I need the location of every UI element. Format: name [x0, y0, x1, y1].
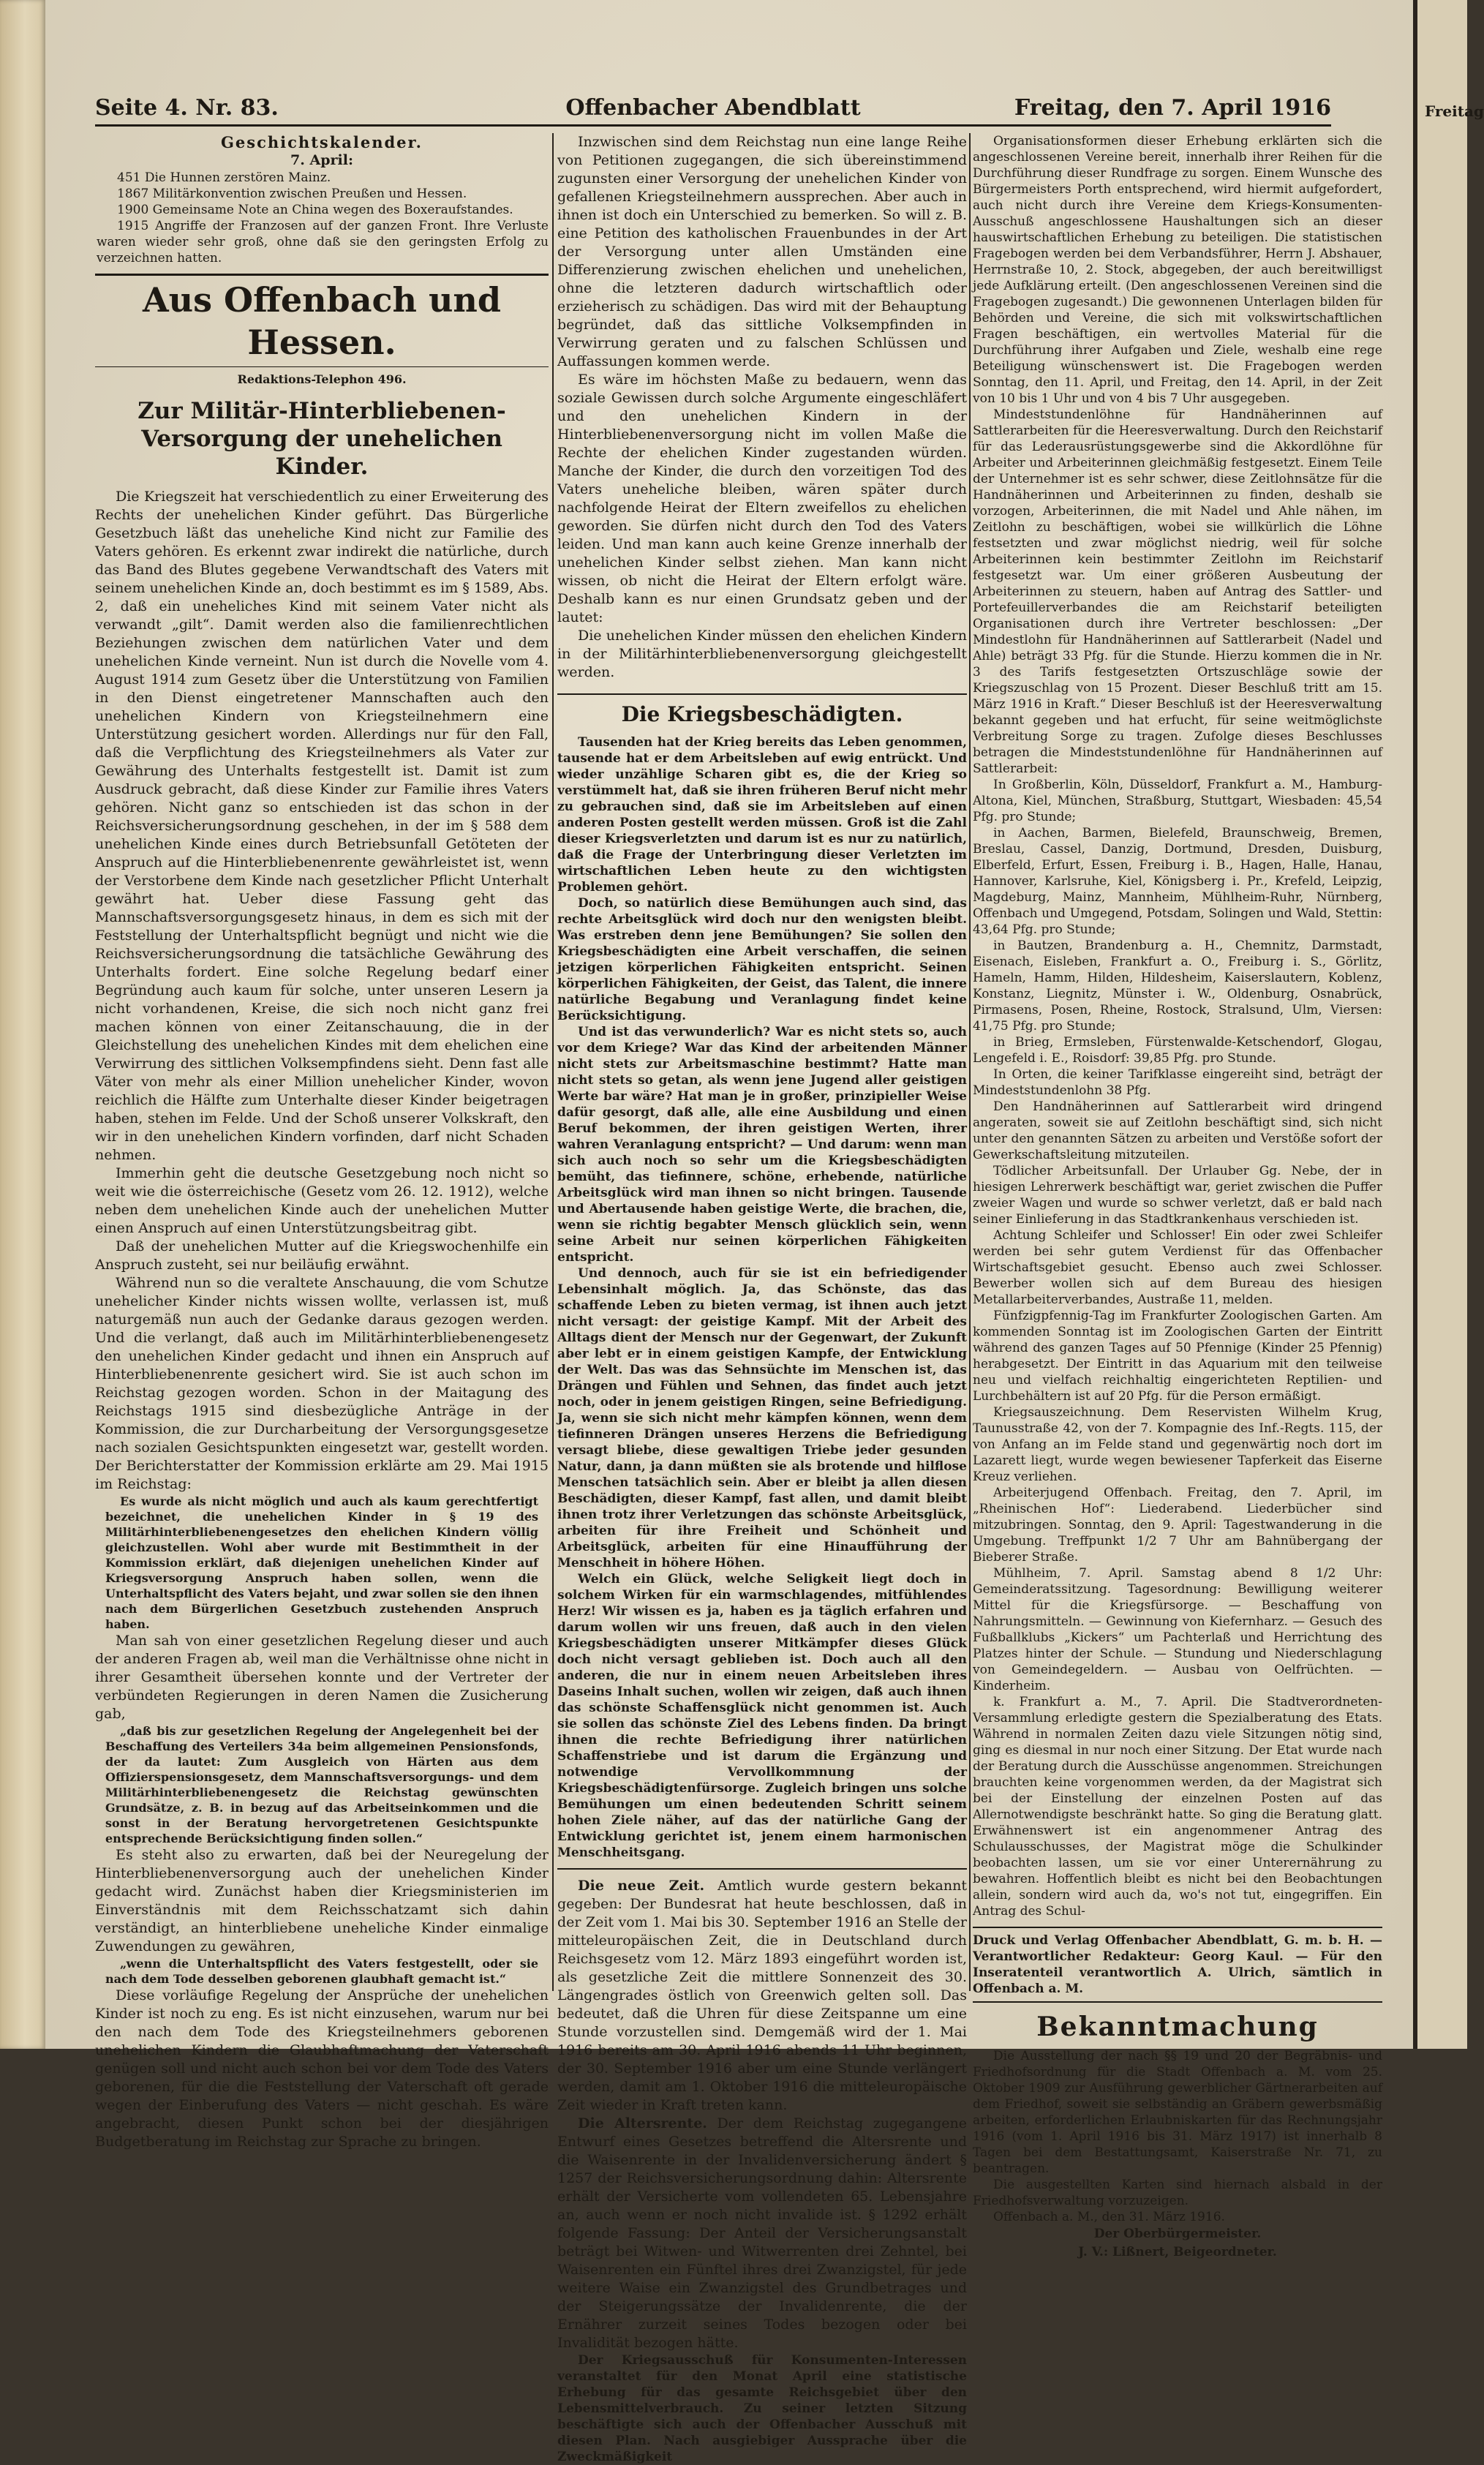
article-paragraph: Es wäre im höchsten Maße zu bedauern, wenn das soziale Gewissen durch solche Argumente eingeschläfert und den unehelichen Kindern in der Hinterbliebenenversorgung nicht im vollen Maße die Rechte der ehelichen Kinder zugestanden würden. Manche der Kinder, die durch den vorzeitigen Tod des Vaters uneheliche bleiben, wären später durch nachfolgende Heirat der Eltern zweifellos zu ehelichen geworden. Sie dürfen nicht durch den Tod des Vaters leiden. Und man kann auch keine Grenze innerhalb der unehelichen Kinder selbst ziehen. Man kann nicht wissen, ob nicht die Heirat der Eltern erfolgt wäre. Deshalb kann es nur einen Grundsatz geben und der lautet:	[557, 372, 967, 625]
calendar-entry: 1900 Gemeinsame Note an China wegen des Boxeraufstandes.	[117, 203, 513, 217]
news-item: Mindeststundenlöhne für Handnäherinnen auf Sattlerarbeiten für die Heeresverwaltung. Durch den Reichstarif für das Lederausrüstungsgewerbe sind die Akkordlöhne für Arbeiter und Arbeiterinnen gleichmäßig festgesetzt. Einem Teile der Unternehmer ist es sehr schwer, diese Zeitlohnsätze für die Handnäherinnen und Arbeiterinnen zu finden, deshalb sie vorzogen, Arbeiterinnen, die mit Nadel und Ahle nähen, im Zeitlohn zu beschäftigen, wobei sie willkürlich die Löhne festsetzten und zwar möglichst niedrig, weil für solche Arbeiterinnen kein bestimmter Zeitlohn im Reichstarif festgesetzt war. Um einer größeren Ausbeutung der Arbeiterinnen zu steuern, haben auf Antrag des Sattler- und Portefeuillerverbandes die am Reichstarif beteiligten Organisationen durch ihre Vertreter beschlossen: „Der Mindestlohn für Handnäherinnen auf Sattlerarbeit (Nadel und Ahle) beträgt 33 Pfg. für die Stunde. Hierzu kommen die in Nr. 3 des Tarifs festgesetzten Ortszuschläge sowie der Kriegszuschlag von 15 Prozent. Dieser Beschluß tritt am 15. März 1916 in Kraft.“ Dieser Beschluß ist der Heeresverwaltung bekannt gegeben und hat erfucht, für seine weitmöglichste Verbreitung Sorge zu tragen. Zufolge dieses Beschlusses betragen die Mindeststundenlöhne für Handnäherinnen auf Sattlerarbeit:	[973, 407, 1382, 776]
news-item: in Brieg, Ermsleben, Fürstenwalde-Ketschendorf, Glogau, Lengefeld i. E., Roisdorf: 39,85 Pfg. pro Stunde.	[973, 1035, 1382, 1066]
announcement-place-date: Offenbach a. M., den 31. März 1916.	[993, 2210, 1225, 2224]
article-paragraph: Diese vorläufige Regelung der Ansprüche der unehelichen Kinder ist noch zu eng. Es ist nicht einzusehen, warum nur bei den nach dem Tode des Kriegsteilnehmers geborenen unehelichen Kindern die Glaubhaftmachung der Vaterschaft genügen soll und nicht auch schon bei vor dem Tode des Vaters geborenen, für die die Feststellung der Vaterschaft oft gerade wegen der Einberufung des Vaters — nicht geschah. Es wäre angebracht, diesen Punkt schon bei der diesjährigen Budgetberatung im Reichstag zur Sprache zu bringen.	[95, 1987, 549, 2150]
article-paragraph: Doch, so natürlich diese Bemühungen auch sind, das rechte Arbeitsglück wird doch nur den wenigsten bleibt. Was erstreben denn jene Bemühungen? Sie sollen den Kriegsbeschädigten eine Arbeit verschaffen, die seinen jetzigen körperlichen Fähigkeiten entspricht. Seinen körperlichen Fähigkeiten, der Geist, das Talent, die innere natürliche Begabung und Veranlagung findet keine Berücksichtigung.	[557, 896, 967, 1023]
calendar-entry: 1915 Angriffe der Franzosen auf der ganzen Front. Ihre Verluste waren wieder sehr groß, ohne daß sie den geringsten Erfolg zu verzeichnen hatten.	[97, 219, 549, 266]
divider	[557, 1868, 967, 1870]
adjacent-page-edge	[1413, 0, 1484, 2049]
news-item: in Aachen, Barmen, Bielefeld, Braunschweig, Bremen, Breslau, Cassel, Danzig, Dortmund, Dresden, Duisburg, Elberfeld, Erfurt, Essen, Freiburg i. B., Hagen, Halle, Hanau, Hannover, Karlsruhe, Kiel, Königsberg i. Pr., Krefeld, Leipzig, Magdeburg, Mainz, Mannheim, Mühlheim-Ruhr, Nürnberg, Offenbach und Umgegend, Potsdam, Solingen und Wald, Stettin: 43,64 Pfg. pro Stunde;	[973, 826, 1382, 937]
article-paragraph: Und dennoch, auch für sie ist ein befriedigender Lebensinhalt möglich. Ja, das Schönste, das das schaffende Leben zu bieten vermag, ist ihnen auch jetzt nicht versagt: der geistige Kampf. Mit der Arbeit des Alltags dient der Mensch nur der Gegenwart, der Zukunft aber lebt er in einem geistigen Kampfe, der Entwicklung der Welt. Das was das Sehnsüchte im Menschen ist, das Drängen und Fühlen und Sehnen, das findet auch jetzt noch, oder in jenem geistigen Ringen, seine Befriedigung. Ja, wenn sie sich nicht mehr kämpfen können, wenn dem tiefinneren Drängen unseres Herzens die Befriedigung versagt bliebe, diese gewaltigen Triebe jeder gesunden Natur, dann, ja dann müßten sie als brotende und hilflose Menschen tatsächlich sein. Aber er bleibt ja allen diesen Beschädigten, dieser Kampf, fast allen, und damit bleibt ihnen trotz ihrer Verletzungen das schönste Arbeitsglück, arbeiten für ihre Freiheit und Schönheit und Arbeitsglück, arbeiten für eine Hinaufführung der Menschheit in höhere Höhen.	[557, 1266, 967, 1570]
news-item: Arbeiterjugend Offenbach. Freitag, den 7. April, im „Rheinischen Hof“: Liederabend. Liederbücher sind mitzubringen. Sonntag, den 9. April: Tagestwanderung in die Umgebung. Treffpunkt 1/2 7 Uhr am Bahnübergang der Bieberer Straße.	[973, 1486, 1382, 1565]
section-title: Aus Offenbach und Hessen.	[95, 274, 549, 367]
calendar-date: 7. April:	[290, 152, 353, 168]
news-item: in Bautzen, Brandenburg a. H., Chemnitz, Darmstadt, Eisenach, Eisleben, Frankfurt a. O., Freiburg i. S., Görlitz, Hameln, Hamm, Hilden, Hildesheim, Kaiserslautern, Koblenz, Konstanz, Liegnitz, Münster i. W., Oldenburg, Osnabrück, Pirmasens, Posen, Rheine, Rostock, Stralsund, Ulm, Viersen: 41,75 Pfg. pro Stunde;	[973, 938, 1382, 1034]
announcement-office: Der Oberbürgermeister.	[1093, 2227, 1262, 2241]
announcement-text: Die Ausstellung der nach §§ 19 und 20 der Begräbnis- und Friedhofsordnung für die Stadt Offenbach a. M. vom 25. Oktober 1909 zur Ausführung gewerblicher Gärtnerarbeiten auf dem Friedhof, soweit sie selbständig an Gräbern gewerbsmäßig arbeiten, erforderlichen Erlaubniskarten für das Rechnungsjahr 1916 (vom 1. April 1916 bis 31. März 1917) ist innerhalb 8 Tagen bei dem Bestattungsamt, Kaiserstraße Nr. 71, zu beantragen.	[973, 2049, 1382, 2176]
article-quote: Es wurde als nicht möglich und auch als kaum gerechtfertigt bezeichnet, die unehelichen Kinder in § 19 des Militärhinterbliebenengesetzes den ehelichen Kindern völlig gleichzustellen. Wohl aber wurde mit Bestimmtheit in der Kommission erklärt, daß diejenigen unehelichen Kinder auf Kriegsversorgung Anspruch haben sollen, wenn die Unterhaltspflicht des Vaters bejaht, und zwar sollen sie den ihnen nach dem Bürgerlichen Gesetzbuch zustehenden Anspruch haben.	[105, 1494, 538, 1631]
column-3	[973, 133, 1382, 2259]
page-number: Seite 4. Nr. 83.	[95, 95, 279, 121]
news-item: Fünfzigpfennig-Tag im Frankfurter Zoologischen Garten. Am kommenden Sonntag ist im Zoologischen Garten der Eintritt während des ganzen Tages auf 50 Pfennige (Kinder 25 Pfennig) herabgesetzt. Der Eintritt in das Aquarium mit den teilweise neu und vielfach reichhaltig eingerichteten Reptilien- und Lurchbehältern ist auf 20 Pfg. für die Person ermäßigt.	[973, 1309, 1382, 1404]
news-item: Tödlicher Arbeitsunfall. Der Urlauber Gg. Nebe, der in hiesigen Lehrerwerk beschäftigt war, geriet zwischen die Puffer zweier Wagen und wurde so schwer verletzt, daß er bald nach seiner Einlieferung in das Stadtkrankenhaus verschieden ist.	[973, 1164, 1382, 1227]
book-binding	[0, 0, 45, 2049]
calendar-heading: Geschichtskalender.	[221, 133, 423, 151]
article-paragraph: Daß der unehelichen Mutter auf die Kriegswochenhilfe ein Anspruch zusteht, sei nur beiläufig erwähnt.	[95, 1238, 549, 1273]
news-item: Den Handnäherinnen auf Sattlerarbeit wird dringend angeraten, soweit sie auf Zeitlohn beschäftigt sind, sich nicht unter den genannten Sätzen zu arbeiten und Verstöße sofort der Gewerkschaftsleitung mitzuteilen.	[973, 1099, 1382, 1162]
column-2	[557, 133, 967, 2464]
news-item: Mühlheim, 7. April. Samstag abend 8 1/2 Uhr: Gemeinderatssitzung. Tagesordnung: Bewilligung weiterer Mittel für die Kriegsfürsorge. — Beschaffung von Nahrungsmitteln. — Gewinnung von Kiefernharz. — Gesuch des Fußballklubs „Kickers“ um Pachterlaß und Herrichtung des Platzes hinter der Schule. — Stundung und Niederschlagung von Gemeindegeldern. — Ausbau von Oelfrüchten. — Kinderheim.	[973, 1566, 1382, 1693]
article-paragraph: Man sah von einer gesetzlichen Regelung dieser und auch der anderen Fragen ab, weil man die Verhältnisse ohne nicht in ihrer Gesamtheit übersehen konnte und der Vertreter der verbündeten Regierungen in deren Namen die Zusicherung gab,	[95, 1633, 549, 1722]
article-paragraph: Immerhin geht die deutsche Gesetzgebung noch nicht so weit wie die österreichische (Gesetz vom 26. 12. 1912), welche neben dem unehelichen Kinde auch der unehelichen Mutter einen Anspruch auf einen Unterstützungsbeitrag gibt.	[95, 1165, 549, 1236]
article-paragraph: Und ist das verwunderlich? War es nicht stets so, auch vor dem Kriege? War das Kind der arbeitenden Männer nicht stets zur Arbeitsmaschine bestimmt? Hatte man nicht stets so getan, als wenn jene Jugend aller geistigen Werte bar wäre? Hat man je in großer, prinzipieller Weise dafür gesorgt, daß alle, alle eine Ausbildung und einen Beruf bekommen, der ihren geistigen Werten, ihrer wahren Veranlagung entspricht? — Und darum: wenn man sich auch noch so sehr um die Kriegsbeschädigten bemüht, das tiefinnere, schöne, erhebende, natürliche Arbeitsglück wird man ihnen so nicht bringen. Tausende und Abertausende haben geistige Werte, die brachen, die, wenn sie richtig begabter Mensch glücklich sein, wenn seine Arbeit nur seinen körperlichen Fähigkeiten entspricht.	[557, 1025, 967, 1265]
article-quote: „wenn die Unterhaltspflicht des Vaters festgestellt, oder sie nach dem Tode desselben geborenen glaubhaft gemacht ist.“	[105, 1957, 538, 1986]
issue-date: Freitag, den 7. April 1916	[1014, 95, 1331, 121]
article-paragraph: Welch ein Glück, welche Seligkeit liegt doch in solchem Wirken für ein warmschlagendes, mitfühlendes Herz! Wir wissen es ja, haben es ja täglich erfahren und darum wollen wir uns freuen, daß auch in den vielen Kriegsbeschädigten unserer Mitkämpfer dieses Glück doch nicht versagt geblieben ist. Doch auch all den anderen, die nur in einem neuen Arbeitsleben ihres Daseins Inhalt suchen, wollen wir zeigen, daß auch ihnen das schönste Schaffensglück nicht genommen ist. Auch sie sollen das schönste Ziel des Lebens finden. Da bringt ihnen die rechte Befriedigung ihrer natürlichen Schaffenstriebe und ist darum die Ergänzung und notwendige Vervollkommnung der Kriegsbeschädigtenfürsorge. Zugleich bringen uns solche Bemühungen um einen bedeutenden Schritt seinem hohen Ziele näher, auf das der natürliche Gang der Entwicklung gerichtet ist, jenem einem harmonischen Menschheitsgang.	[557, 1572, 967, 1860]
article-paragraph: Inzwischen sind dem Reichstag nun eine lange Reihe von Petitionen zugegangen, die sich übereinstimmend zugunsten einer Versorgung der unehelichen Kinder von gefallenen Kriegsteilnehmern aussprechen. Aber auch in ihnen ist doch ein Unterschied zu bemerken. So will z. B. eine Petition des katholischen Frauenbundes in der Art der Versorgung unter allen Umständen eine Differenzierung zwischen ehelichen und unehelichen, ohne die letzteren dadurch wirtschaftlich oder erzieherisch zu schädigen. Das wird mit der Behauptung begründet, daß das sittliche Volksempfinden in Verwirrung geraten und zu falschen Schlüssen und Auffassungen kommen werde.	[557, 134, 967, 369]
imprint: Druck und Verlag Offenbacher Abendblatt, G. m. b. H. — Verantwortlicher Redakteur: Georg Kaul. — Für den Inseratenteil verantwortlich A. Ulrich, sämtlich in Offenbach a. M.	[973, 1927, 1382, 2003]
article-quote: „daß bis zur gesetzlichen Regelung der Angelegenheit bei der Beschaffung des Verteilers 34a beim allgemeinen Pensionsfonds, der da lautet: Zum Ausgleich von Härten aus dem Offizierspensionsgesetz, dem Mannschaftsversorgungs- und dem Militärhinterbliebenengesetz die Reichstag gewünschten Grundsätze, z. B. in bezug auf das Arbeitseinkommen und die sonst in der Beratung hervorgetretenen Gesichtspunkte entsprechende Berücksichtigung finden sollen.“	[105, 1724, 538, 1845]
column-rule	[552, 133, 554, 1991]
news-item: Organisationsformen dieser Erhebung erklärten sich die angeschlossenen Vereine bereit, innerhalb ihrer Reihen für die Durchführung dieser Rundfrage zu sorgen. Einem Wunsche des Bürgermeisters Porth entsprechend, wird hiermit aufgefordert, auch nicht durch ihre Vereine dem Kriegs-Konsumenten-Ausschuß angeschlossene Haushaltungen sich an dieser hauswirtschaftlichen Erhebung zu beteiligen. Die statistischen Fragebogen werden bei dem Verbandsführer, Herrn J. Abshauer, Herrnstraße 10, 2. Stock, abgegeben, der auch bereitwilligst jede Aufklärung erteilt. (Den angeschlossenen Vereinen sind die Fragebogen zugesandt.) Die gewonnenen Unterlagen bilden für Behörden und Vereine, die sich mit volkswirtschaftlichen Fragen beschäftigen, ein wertvolles Material für die Durchführung ihrer Aufgaben und Ziele, weshalb eine rege Beteiligung wünschenswert ist. Die Fragebogen werden Sonntag, den 11. April, und Freitag, den 14. April, in der Zeit von 10 bis 1 Uhr und von 4 bis 7 Uhr ausgegeben.	[973, 134, 1382, 406]
masthead	[95, 95, 1331, 127]
history-calendar	[95, 133, 549, 266]
article-title: Die Kriegsbeschädigten.	[557, 693, 967, 727]
article-paragraph: Die Kriegszeit hat verschiedentlich zu einer Erweiterung des Rechts der unehelichen Kinder geführt. Das Bürgerliche Gesetzbuch läßt das uneheliche Kind nicht zur Familie des Vaters gehören. Es erkennt zwar indirekt die natürliche, durch das Band des Blutes gegebene Verwandtschaft des Vaters mit seinem unehelichen Kinde an, doch bestimmt es im § 1589, Abs. 2, daß ein uneheliches Kind mit seinem Vater nicht als verwandt „gilt“. Damit werden also die familienrechtlichen Beziehungen zwischen dem natürlichen Vater und dem unehelichen Kinde verneint. Nun ist durch die Novelle vom 4. August 1914 zum Gesetz über die Unterstützung von Familien in den Dienst eingetretener Mannschaften auch den unehelichen Kindern von Kriegsteilnehmern eine Unterstützung gesichert worden. Allerdings nur für den Fall, daß die Verpflichtung des Kriegsteilnehmers als Vater zur Gewährung des Unterhalts festgestellt ist. Damit ist zum Ausdruck gebracht, daß diese Kinder zur Familie ihres Vaters gehören. Nicht ganz so entschieden ist das schon in der Reichsversicherungsordnung geschehen, in der im § 588 dem unehelichen Kinde eines durch Betriebsunfall Getöteten der Anspruch auf die Hinterbliebenenrente gewährleistet ist, wenn der Verstorbene dem Kinde nach gesetzlicher Pflicht Unterhalt gewährt hat. Ueber diese Fassung geht das Mannschaftsversorgungsgesetz hinaus, in dem es sich mit der Feststellung der Unterhaltspflicht begnügt und nicht wie die Reichsversicherungsordnung die tatsächliche Gewährung des Unterhalts fordert. Eine solche Regelung bedarf einer Begründung auch kaum für solche, unter unseren Lesern ja nicht vorhandenen, Kreise, die sich noch nicht ganz frei machen können von einer Zeitanschauung, die in der Gleichstellung des unehelichen Kindes mit dem ehelichen eine Verwirrung des sittlichen Volksempfindens sieht. Denn fast alle Väter von mehr als einer Million unehelicher Kinder, wovon reichlich die Hälfte zum Unterhalte dieser Kinder beigetragen haben, stehen im Felde. Und der Schoß unserer Volkskraft, den wir in den unehelichen Kindern vorfinden, darf nicht Schaden nehmen.	[95, 489, 549, 1163]
section-subline: Redaktions-Telephon 496.	[237, 372, 407, 386]
newspaper-title: Offenbacher Abendblatt	[565, 95, 861, 121]
adjacent-page-fragment: Freitag	[1425, 102, 1484, 120]
news-item-text: Amtlich wurde gestern bekannt gegeben: Der Bundesrat hat heute beschlossen, daß in der Zeit vom 1. Mai bis 30. September 1916 an Stelle der mitteleuropäischen Zeit, die in Deutschland durch Reichsgesetz vom 12. März 1893 eingeführt worden ist, als gesetzliche Zeit die mittlere Sonnenzeit des 30. Längengrades östlich von Greenwich gelten soll. Das bedeutet, daß die Uhren für diese Zeitspanne um eine Stunde vorzustellen sind. Demgemäß wird der 1. Mai 1916 bereits am 30. April 1916 abends 11 Uhr beginnen, der 30. September 1916 aber um eine Stunde verlängert werden, damit am 1. Oktober 1916 die mitteleuropäische Zeit wieder in Kraft treten kann.	[557, 1878, 967, 2113]
article-title: Zur Militär-Hinterbliebenen-Versorgung der unehelichen Kinder.	[138, 398, 506, 480]
article-paragraph: Tausenden hat der Krieg bereits das Leben genommen, tausende hat er dem Arbeitsleben auf ewig entrückt. Und wieder unzählige Scharen gibt es, die der Krieg so verstümmelt hat, daß sie ihren früheren Beruf nicht mehr zu gebrauchen sind, daß sie im Arbeitsleben auf einen anderen Posten gestellt werden müssen. Groß ist die Zahl dieser Kriegsverletzten und darum ist es nur zu natürlich, daß die Frage der Unterbringung dieser Verletzten im wirtschaftlichen Leben heute zu den wichtigsten Problemen gehört.	[557, 735, 967, 895]
announcement-title: Bekanntmachung	[1036, 2011, 1319, 2042]
news-item: Der Kriegsausschuß für Konsumenten-Interessen veranstaltet für den Monat April eine statistische Erhebung für das gesamte Reichsgebiet über den Lebensmittelverbrauch. Zu seiner letzten Sitzung beschäftigte sich auch der Offenbacher Ausschuß mit diesen Plan. Nach ausgiebiger Aussprache über die Zweckmäßigkeit	[557, 2353, 967, 2464]
news-item-title: Die Altersrente.	[578, 2115, 707, 2131]
announcement-signature: J. V.: Lißnert, Beigeordneter.	[1078, 2245, 1277, 2259]
column-rule	[969, 133, 971, 1991]
calendar-entry: 451 Die Hunnen zerstören Mainz.	[117, 170, 331, 185]
article-paragraph: Die unehelichen Kinder müssen den ehelichen Kindern in der Militärhinterbliebenenversorgung gleichgestellt werden.	[557, 628, 967, 680]
news-item: In Großberlin, Köln, Düsseldorf, Frankfurt a. M., Hamburg-Altona, Kiel, München, Straßburg, Stuttgart, Wiesbaden: 45,54 Pfg. pro Stunde;	[973, 778, 1382, 824]
news-item: In Orten, die keiner Tarifklasse eingereiht sind, beträgt der Mindeststundenlohn 38 Pfg.	[973, 1067, 1382, 1098]
article-paragraph: Während nun so die veraltete Anschauung, die vom Schutze unehelicher Kinder nichts wissen wollte, verlassen ist, muß naturgemäß nun auch der Gedanke daraus gezogen werden. Und die verlangt, daß auch im Militärhinterbliebenengesetz den unehelichen Kinder gedacht und ihnen ein Anspruch auf Hinterbliebenenrente gesichert wird. Sie ist auch schon im Reichstag gezogen worden. Schon in der Maitagung des Reichstags 1915 sind diesbezügliche Anträge in der Kommission, die zur Durcharbeitung der Versorgungsgesetze nach sozialen Gesichtspunkten eingesetzt war, gestellt worden. Der Berichterstatter der Kommission erklärte am 29. Mai 1915 im Reichstag:	[95, 1275, 549, 1492]
news-item	[557, 2115, 967, 2352]
announcement-text: Die ausgestellten Karten sind hiernach alsbald in der Friedhofsverwaltung vorzuzeigen.	[973, 2178, 1382, 2208]
article-paragraph: Es steht also zu erwarten, daß bei der Neuregelung der Hinterbliebenenversorgung auch der unehelichen Kinder gedacht wird. Zunächst haben dier Kriegsministerien im Einverständnis mit dem Reichsschatzamt sich dahin verständigt, an hinterbliebene uneheliche Kinder einmalige Zuwendungen zu gewähren,	[95, 1847, 549, 1954]
news-item-title: Die neue Zeit.	[578, 1878, 705, 1894]
calendar-entry: 1867 Militärkonvention zwischen Preußen und Hessen.	[117, 187, 467, 201]
column-1	[95, 133, 549, 2150]
news-item: Kriegsauszeichnung. Dem Reservisten Wilhelm Krug, Taunusstraße 42, von der 7. Kompagnie des Inf.-Regts. 115, der von Anfang an im Felde stand und gegenwärtig noch dort im Lazarett liegt, wurde wegen bewiesener Tapferkeit das Eiserne Kreuz verliehen.	[973, 1405, 1382, 1484]
news-item-text: Der dem Reichstag zugegangene Entwurf eines Gesetzes betreffend die Altersrente und die Waisenrente in der Invalidenversicherung ändert § 1257 der Reichsversicherungsordnung dahin: Altersrente erhält der Versicherte vom vollendeten 65. Lebensjahre an, auch wenn er noch nicht invalide ist. § 1292 erhält folgende Fassung: Der Anteil der Versicherungsanstalt beträgt bei Witwen- und Witwerrenten drei Zehntel, bei Waisenrenten ein Fünftel ihres drei Zwanzigstel, für jede weitere Waise ein Zwanzigstel des Grundbetrages und der Steigerungssätze der Invalidenrente, die der Ernährer zurzeit seines Todes bezogen oder bei Invalidität bezogen hätte.	[557, 2115, 967, 2351]
news-item: k. Frankfurt a. M., 7. April. Die Stadtverordneten-Versammlung erledigte gestern die Spezialberatung des Etats. Während in normalen Zeiten dazu viele Sitzungen nötig sind, ging es diesmal in nur noch einer Sitzung. Der Etat wurde nach der Beratung durch die Ausschüsse angenommen. Streichungen brauchten keine vorgenommen werden, da der Magistrat sich bei der Einstellung der einzelnen Posten auf das Allernotwendigste beschränkt hatte. So ging die Beratung glatt. Erwähnenswert ist ein angenommener Antrag des Schulausschusses, der Magistrat möge die Schulkinder beobachten lassen, um sie vor einer Unterernährung zu bewahren. Hoffentlich bleibt es nicht bei den Beobachtungen allein, sondern wird auch da, wo's not tut, eingegriffen. Ein Antrag des Schul-	[973, 1695, 1382, 1919]
news-item: Achtung Schleifer und Schlosser! Ein oder zwei Schleifer werden bei sehr gutem Verdienst für das Offenbacher Wirtschaftsgebiet gesucht. Ebenso auch zwei Schlosser. Bewerber wollen sich auf dem Bureau des hiesigen Metallarbeiterverbandes, Austraße 11, melden.	[973, 1228, 1382, 1307]
news-item	[557, 1877, 967, 2115]
